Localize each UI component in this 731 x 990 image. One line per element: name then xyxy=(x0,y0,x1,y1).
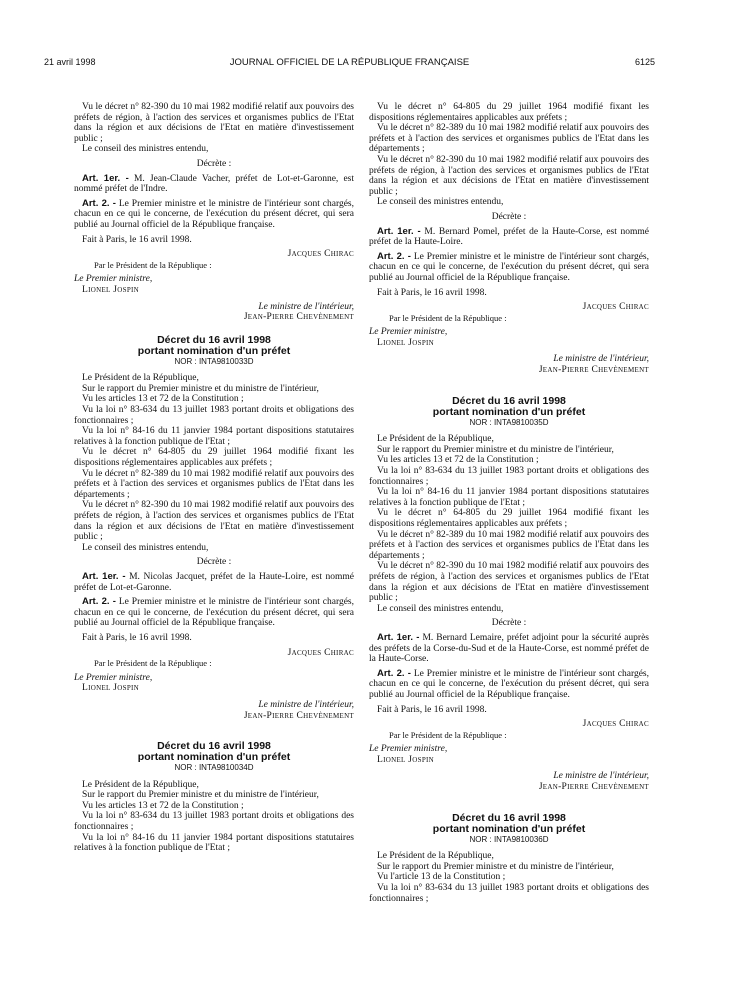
signature-president: Jacques Chirac xyxy=(582,302,649,313)
decree-block xyxy=(74,335,354,721)
paragraph: Vu la loi n° 83-634 du 13 juillet 1983 portant droits et obligations des fonctionnaires ; xyxy=(74,811,354,833)
minister-name: Jean-Pierre Chevènement xyxy=(243,710,354,721)
fait-a-paris: Fait à Paris, le 16 avril 1998. xyxy=(377,704,487,715)
article-label: Art. 1er. - xyxy=(82,172,129,184)
paragraph: Vu le décret n° 82-390 du 10 mai 1982 modifié relatif aux pouvoirs des préfets de région, à l'action des services et organismes publics de l'Etat dans la région et aux décisions de l'Etat en matière d'investissement public ; xyxy=(369,154,649,197)
pm-title: Le Premier ministre, xyxy=(369,327,448,338)
minister-name: Jean-Pierre Chevènement xyxy=(243,312,354,323)
pm-name: Lionel Jospin xyxy=(82,284,139,295)
paragraph: Vu le décret n° 82-390 du 10 mai 1982 modifié relatif aux pouvoirs des préfets de région, à l'action des services et organismes publics de l'Etat dans la région et aux décisions de l'Etat en matière d'investissement public ; xyxy=(369,561,649,604)
paragraph: Le conseil des ministres entendu, xyxy=(82,144,209,155)
article-text: Le Premier ministre et le ministre de l'intérieur sont chargés, chacun en ce qui le concerne, de l'exécution du présent décret, qui sera publié au Journal officiel de la République française. xyxy=(369,668,649,700)
pm-name: Lionel Jospin xyxy=(377,337,434,348)
decrete-heading: Décrète : xyxy=(491,618,527,629)
paragraph: Vu le décret n° 64-805 du 29 juillet 1964 modifié fixant les dispositions réglementaires applicables aux préfets ; xyxy=(74,447,354,469)
signature-president: Jacques Chirac xyxy=(287,249,354,260)
paragraph: Vu la loi n° 84-16 du 11 janvier 1984 portant dispositions statutaires relatives à la fonction publique de l'Etat ; xyxy=(74,426,354,447)
paragraph: Le conseil des ministres entendu, xyxy=(377,603,504,614)
paragraph: Vu la loi n° 84-16 du 11 janvier 1984 portant dispositions statutaires relatives à la fonction publique de l'Etat ; xyxy=(74,832,354,854)
paragraph: Vu le décret n° 64-805 du 29 juillet 1964 modifié fixant les dispositions réglementaires applicables aux préfets ; xyxy=(369,102,649,123)
decrete-heading: Décrète : xyxy=(196,557,232,568)
decree-block xyxy=(74,741,354,854)
signature-president: Jacques Chirac xyxy=(287,647,354,658)
article-1 xyxy=(74,174,354,195)
nor-reference: NOR : INTA9810036D xyxy=(469,834,549,844)
pm-name: Lionel Jospin xyxy=(377,754,434,765)
paragraph: Vu le décret n° 82-389 du 10 mai 1982 modifié relatif aux pouvoirs des préfets et à l'action des services et organismes publics de l'Etat dans les départements ; xyxy=(369,123,649,155)
issue-date: 21 avril 1998 xyxy=(44,57,96,67)
paragraph: Sur le rapport du Premier ministre et du ministre de l'intérieur, xyxy=(377,444,614,455)
decree-title: Décret du 16 avril 1998 xyxy=(157,333,271,346)
article-label: Art. 2. - xyxy=(82,596,116,608)
minister-title: Le ministre de l'intérieur, xyxy=(258,301,354,312)
decree-block xyxy=(369,396,649,793)
decree-title: Décret du 16 avril 1998 xyxy=(452,394,566,407)
paragraph: Vu les articles 13 et 72 de la Constitution ; xyxy=(377,455,539,466)
page-header xyxy=(44,57,655,69)
pm-title: Le Premier ministre, xyxy=(74,672,153,683)
article-label: Art. 1er. - xyxy=(82,570,126,582)
decree-subtitle: portant nomination d'un préfet xyxy=(432,822,586,835)
decree-title: Décret du 16 avril 1998 xyxy=(452,811,566,824)
paragraph: Vu la loi n° 84-16 du 11 janvier 1984 portant dispositions statutaires relatives à la fonction publique de l'Etat ; xyxy=(369,487,649,508)
par-le-president: Par le Président de la République : xyxy=(389,729,507,740)
minister-title: Le ministre de l'intérieur, xyxy=(553,771,649,782)
paragraph: Vu la loi n° 83-634 du 13 juillet 1983 portant droits et obligations des fonctionnaires ; xyxy=(369,883,649,904)
minister-name: Jean-Pierre Chevènement xyxy=(538,365,649,376)
paragraph: Vu la loi n° 83-634 du 13 juillet 1983 portant droits et obligations des fonctionnaires ; xyxy=(369,466,649,487)
article-text: M. Jean-Claude Vacher, préfet de Lot-et-Garonne, est nommé préfet de l'Indre. xyxy=(74,173,355,195)
article-1 xyxy=(74,572,354,593)
decree-block xyxy=(369,813,649,905)
article-2 xyxy=(74,199,354,231)
article-label: Art. 2. - xyxy=(82,197,116,209)
paragraph: Vu la loi n° 83-634 du 13 juillet 1983 portant droits et obligations des fonctionnaires ; xyxy=(74,405,354,426)
article-2 xyxy=(369,252,649,284)
paragraph: Vu le décret n° 82-389 du 10 mai 1982 modifié relatif aux pouvoirs des préfets et à l'action des services et organismes publics de l'Etat dans les départements ; xyxy=(369,529,649,561)
paragraph: Vu l'article 13 de la Constitution ; xyxy=(377,872,506,883)
right-column xyxy=(369,102,649,904)
paragraph: Vu le décret n° 82-390 du 10 mai 1982 modifié relatif aux pouvoirs des préfets de région, à l'action des services et organismes publics de l'Etat dans la région et aux décisions de l'Etat en matière d'investissement public ; xyxy=(74,102,354,144)
decree-subtitle: portant nomination d'un préfet xyxy=(137,344,291,357)
minister-name: Jean-Pierre Chevènement xyxy=(538,782,649,793)
minister-title: Le ministre de l'intérieur, xyxy=(553,354,649,365)
paragraph: Vu le décret n° 64-805 du 29 juillet 1964 modifié fixant les dispositions réglementaires applicables aux préfets ; xyxy=(369,508,649,529)
fait-a-paris: Fait à Paris, le 16 avril 1998. xyxy=(377,287,487,298)
paragraph: Sur le rapport du Premier ministre et du ministre de l'intérieur, xyxy=(82,790,319,801)
decree-subtitle: portant nomination d'un préfet xyxy=(432,405,586,418)
article-text: Le Premier ministre et le ministre de l'intérieur sont chargés, chacun en ce qui le concerne, de l'exécution du présent décret, qui sera publié au Journal officiel de la République française. xyxy=(74,198,354,230)
decree-subtitle: portant nomination d'un préfet xyxy=(137,751,291,764)
article-text: M. Bernard Pomel, préfet de la Haute-Corse, est nommé préfet de la Haute-Loire. xyxy=(369,226,650,248)
signature-president: Jacques Chirac xyxy=(582,719,649,730)
article-label: Art. 1er. - xyxy=(377,225,421,237)
paragraph: Le conseil des ministres entendu, xyxy=(82,542,209,553)
page-number: 6125 xyxy=(634,57,655,67)
fait-a-paris: Fait à Paris, le 16 avril 1998. xyxy=(82,234,192,245)
paragraph: Vu les articles 13 et 72 de la Constitution ; xyxy=(82,800,244,811)
paragraph: Le Président de la République, xyxy=(377,434,494,445)
paragraph: Le Président de la République, xyxy=(82,779,199,790)
decree-title: Décret du 16 avril 1998 xyxy=(157,740,271,753)
paragraph: Sur le rapport du Premier ministre et du ministre de l'intérieur, xyxy=(377,861,614,872)
par-le-president: Par le Président de la République : xyxy=(389,312,507,323)
paragraph: Le conseil des ministres entendu, xyxy=(377,197,504,208)
article-text: M. Bernard Lemaire, préfet adjoint pour la sécurité auprès des préfets de la Corse-du-Sud et de la Haute-Corse, est nommé préfet de la Haute-Corse. xyxy=(369,632,650,665)
article-text: M. Nicolas Jacquet, préfet de la Haute-Loire, est nommé préfet de Lot-et-Garonne. xyxy=(74,571,354,593)
article-2 xyxy=(74,597,354,629)
nor-reference: NOR : INTA9810034D xyxy=(174,763,254,773)
article-label: Art. 2. - xyxy=(377,250,411,262)
minister-title: Le ministre de l'intérieur, xyxy=(258,699,354,710)
pm-title: Le Premier ministre, xyxy=(369,744,448,755)
decrete-heading: Décrète : xyxy=(491,211,527,222)
paragraph: Sur le rapport du Premier ministre et du ministre de l'intérieur, xyxy=(82,383,319,394)
article-text: Le Premier ministre et le ministre de l'intérieur sont chargés, chacun en ce qui le concerne, de l'exécution du présent décret, qui sera publié au Journal officiel de la République française. xyxy=(369,251,649,283)
par-le-president: Par le Président de la République : xyxy=(94,259,212,270)
fait-a-paris: Fait à Paris, le 16 avril 1998. xyxy=(82,632,192,643)
article-label: Art. 2. - xyxy=(377,667,411,679)
journal-title: JOURNAL OFFICIEL DE LA RÉPUBLIQUE FRANÇAISE xyxy=(229,57,470,68)
nor-reference: NOR : INTA9810033D xyxy=(174,356,254,366)
paragraph: Le Président de la République, xyxy=(82,373,199,384)
article-1 xyxy=(369,633,649,665)
paragraph: Vu le décret n° 82-390 du 10 mai 1982 modifié relatif aux pouvoirs des préfets de région, à l'action des services et organismes publics de l'Etat dans la région et aux décisions de l'Etat en matière d'investissement public ; xyxy=(74,500,354,543)
pm-title: Le Premier ministre, xyxy=(74,274,153,285)
nor-reference: NOR : INTA9810035D xyxy=(469,417,549,427)
article-text: Le Premier ministre et le ministre de l'intérieur sont chargés, chacun en ce qui le concerne, de l'exécution du présent décret, qui sera publié au Journal officiel de la République française. xyxy=(74,597,354,629)
paragraph: Vu les articles 13 et 72 de la Constitution ; xyxy=(82,394,244,405)
paragraph: Vu le décret n° 82-389 du 10 mai 1982 modifié relatif aux pouvoirs des préfets et à l'action des services et organismes publics de l'Etat dans les départements ; xyxy=(74,468,354,500)
paragraph: Le Président de la République, xyxy=(377,851,494,862)
left-column xyxy=(74,102,354,854)
article-label: Art. 1er. - xyxy=(377,631,420,643)
pm-name: Lionel Jospin xyxy=(82,683,139,694)
par-le-president: Par le Président de la République : xyxy=(94,658,212,669)
article-1 xyxy=(369,227,649,248)
article-2 xyxy=(369,669,649,701)
decrete-heading: Décrète : xyxy=(196,158,232,169)
